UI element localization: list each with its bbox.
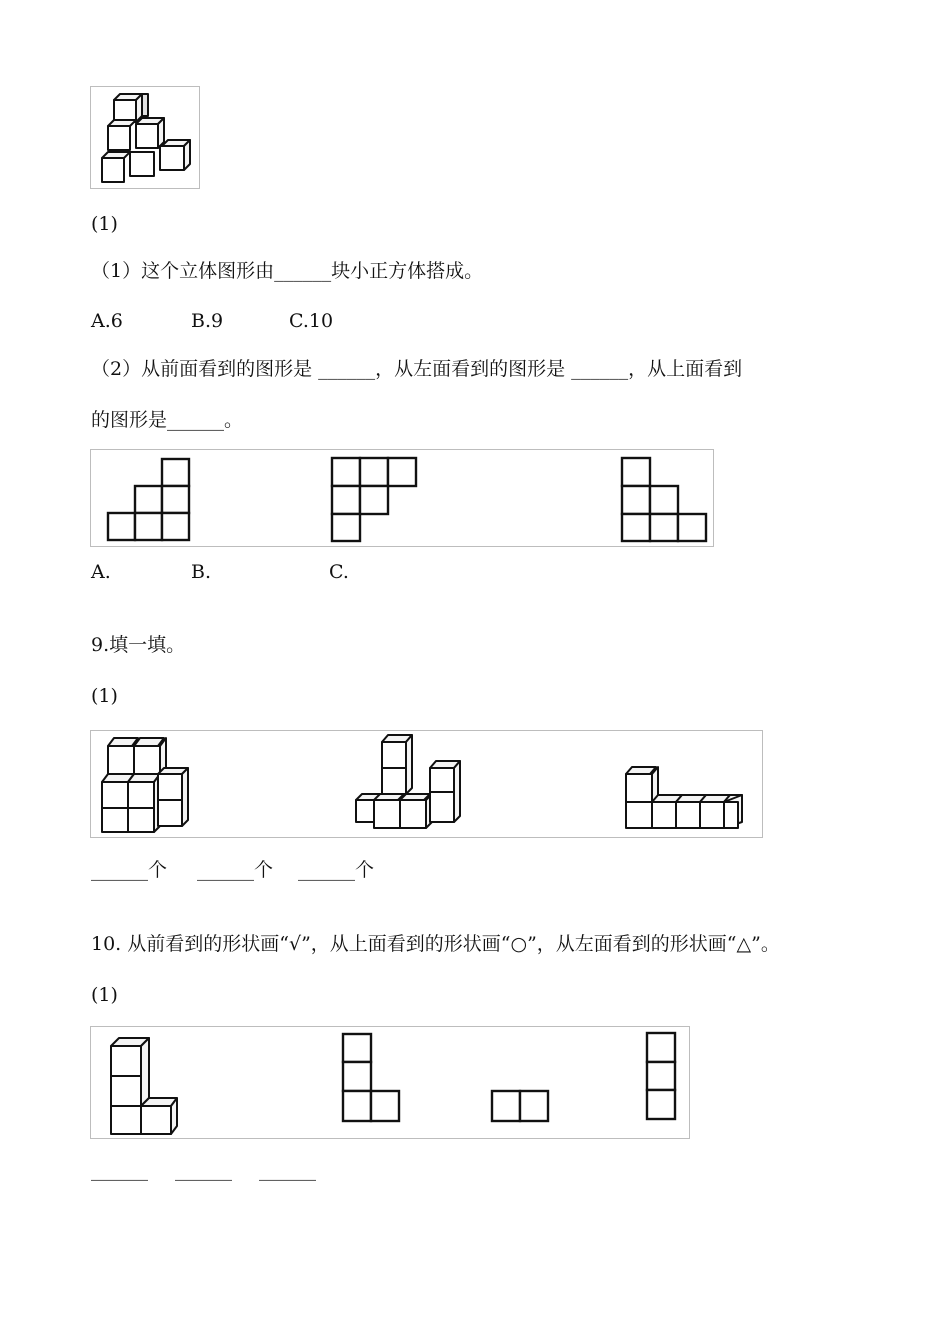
q9-figure-3 [622, 764, 752, 834]
q9-figure-1 [98, 734, 198, 834]
q10-title: 10. 从前看到的形状画“√”，从上面看到的形状画“○”，从左面看到的形状画“△”。 [91, 933, 780, 955]
q10-sub-label: (1) [91, 984, 118, 1006]
q8-question-2-line2: 的图形是______。 [91, 409, 244, 431]
q8-question-2-line1: （2）从前面看到的图形是 ______，从左面看到的图形是 ______，从上面看到 [91, 358, 743, 380]
q9-figure-2 [352, 732, 472, 832]
view-b-figure [330, 457, 420, 547]
option-a[interactable]: A.6 [91, 310, 123, 332]
option-b[interactable]: B.9 [191, 310, 224, 332]
q9-blank-2[interactable]: ______个 [197, 859, 274, 881]
q10-shape-3 [644, 1031, 678, 1126]
view-a-figure [105, 457, 195, 547]
view-c-label[interactable]: C. [329, 561, 349, 583]
q10-solid-figure [105, 1034, 195, 1138]
view-a-label[interactable]: A. [91, 561, 111, 583]
q10-shape-1 [340, 1032, 410, 1127]
q9-sub-label: (1) [91, 685, 118, 707]
q8-sub-label: (1) [91, 213, 118, 235]
q8-solid-figure [90, 86, 200, 190]
q8-question-1: （1）这个立体图形由______块小正方体搭成。 [91, 260, 484, 282]
q9-blank-3[interactable]: ______个 [298, 859, 375, 881]
q10-blank-2[interactable]: ______ [175, 1159, 232, 1181]
view-b-label[interactable]: B. [191, 561, 212, 583]
q10-blank-1[interactable]: ______ [91, 1159, 148, 1181]
option-c[interactable]: C.10 [289, 310, 334, 332]
view-c-figure [620, 457, 710, 547]
q9-title: 9.填一填。 [91, 634, 186, 656]
q10-shape-2 [489, 1089, 553, 1125]
q9-blank-1[interactable]: ______个 [91, 859, 168, 881]
q10-blank-3[interactable]: ______ [259, 1159, 316, 1181]
